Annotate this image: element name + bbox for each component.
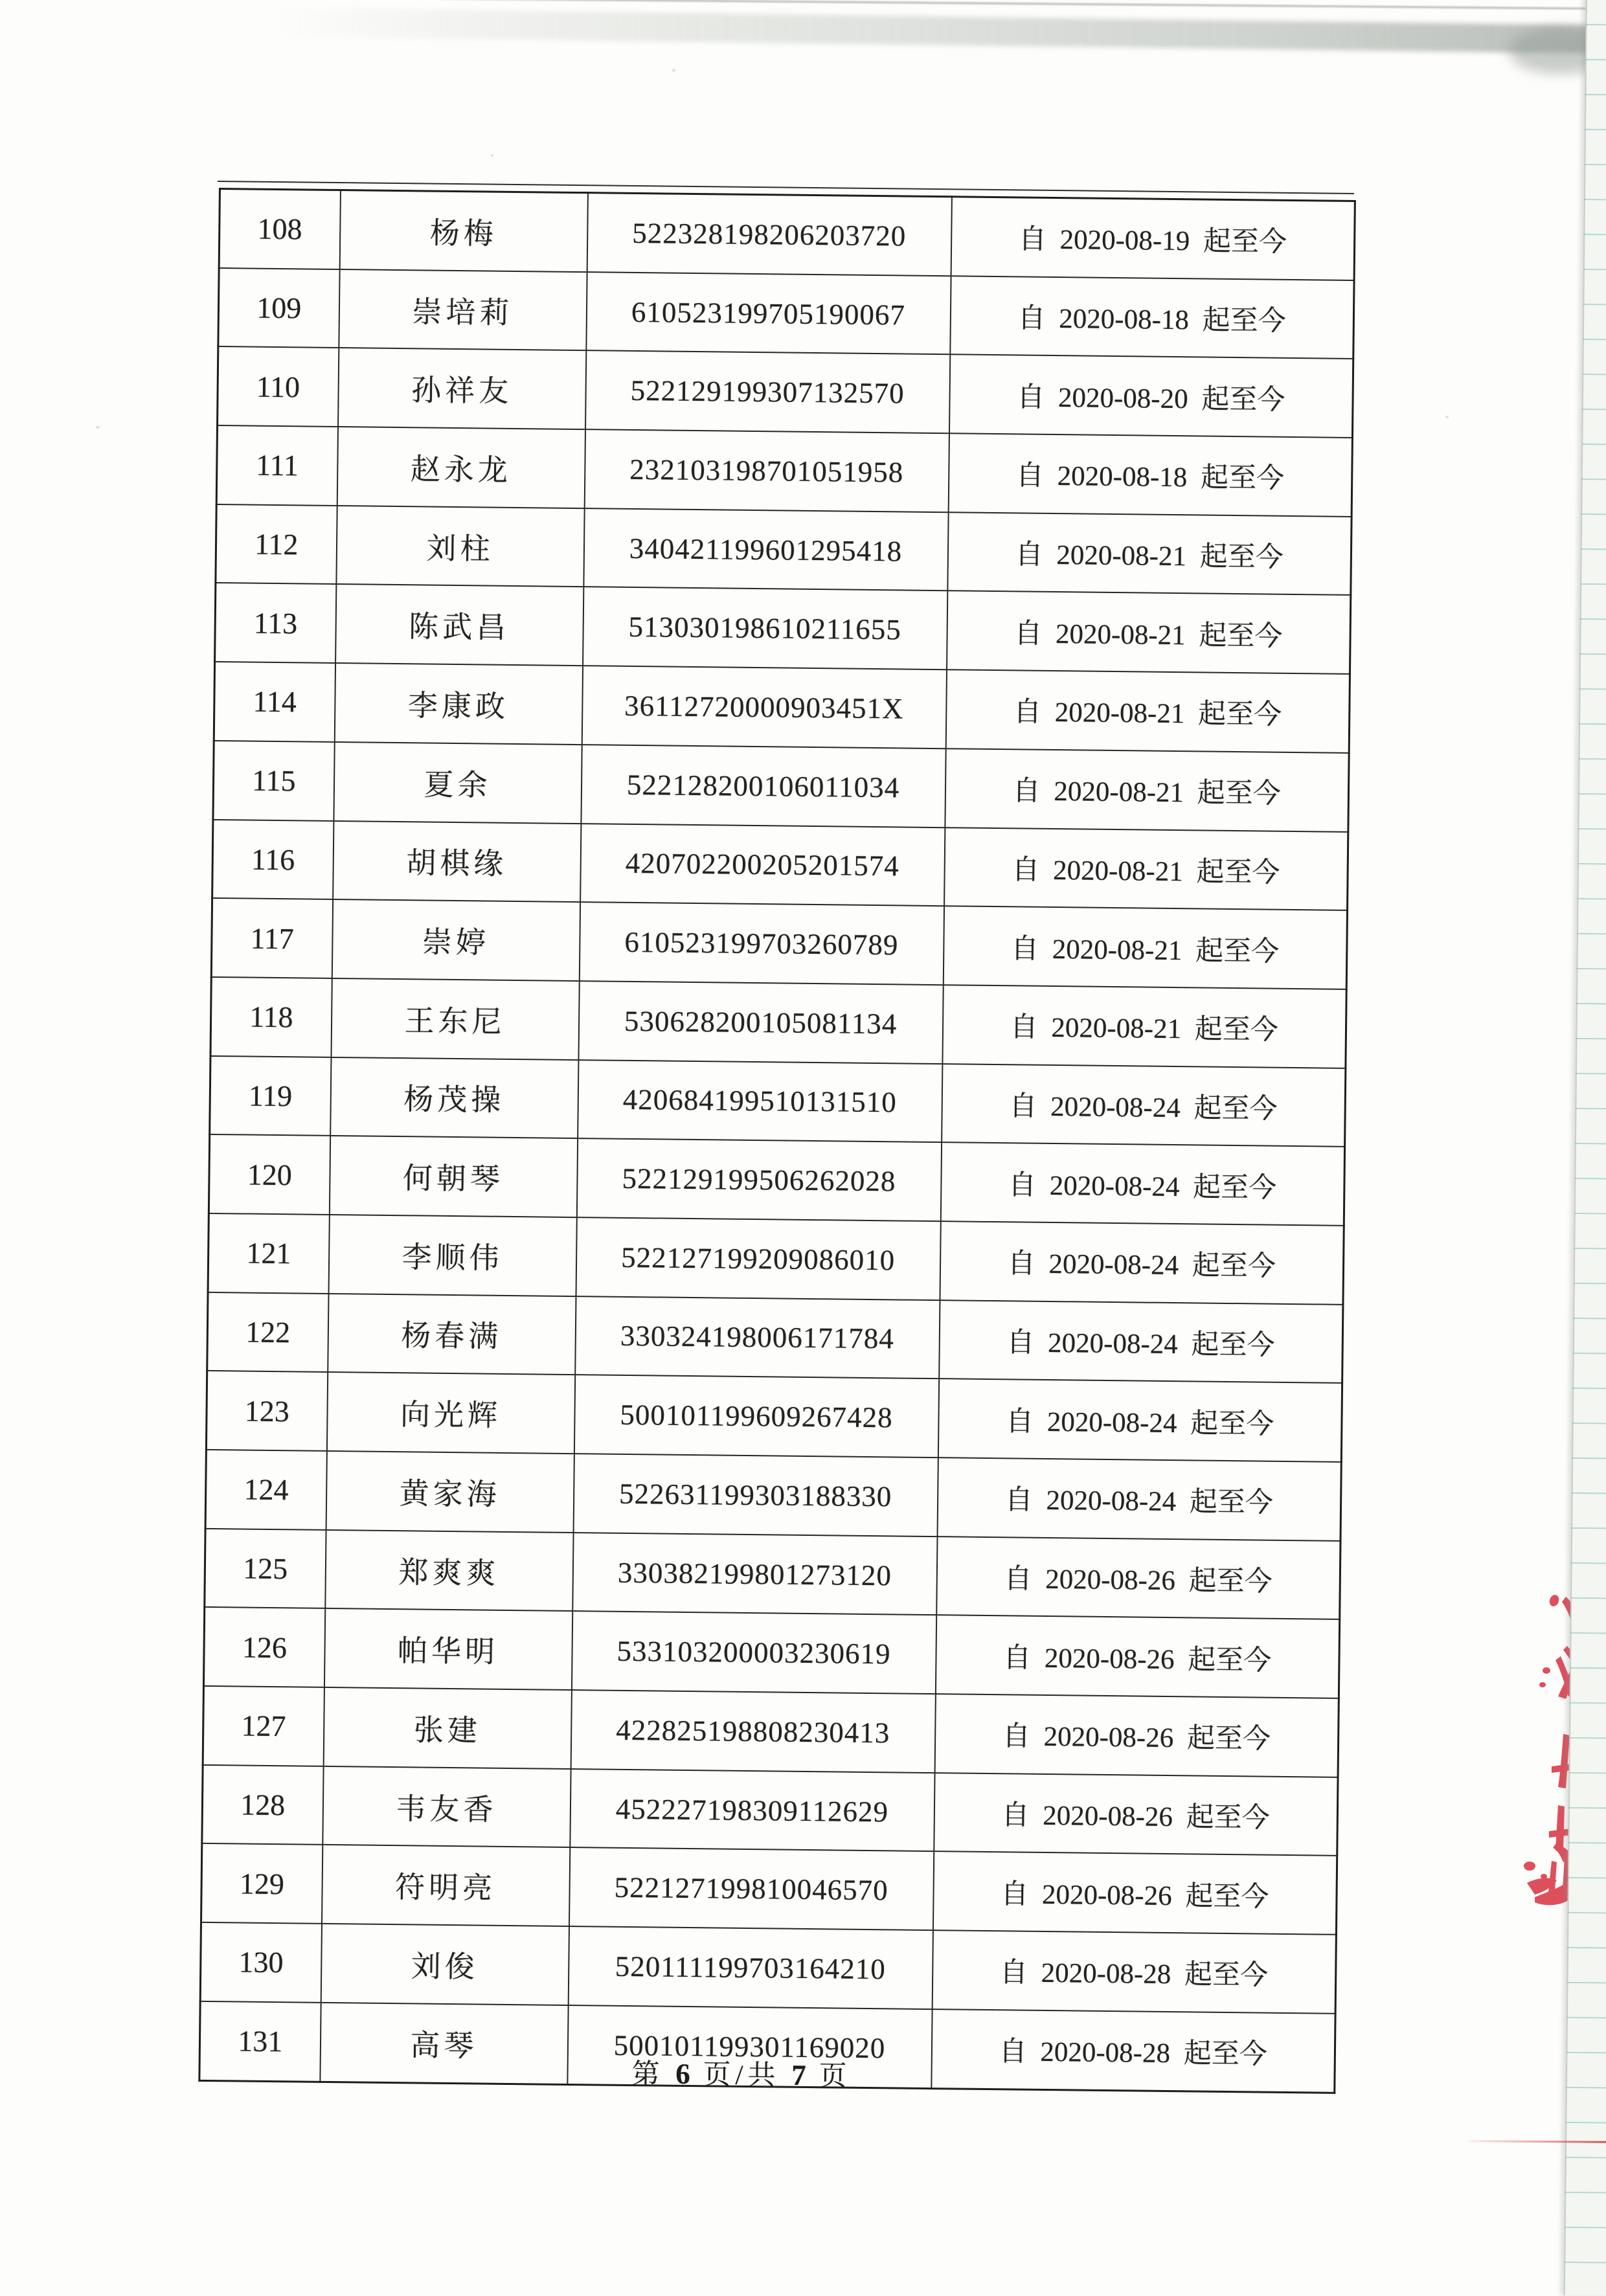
cell-name: 高琴: [320, 2003, 568, 2084]
cell-name: 何朝琴: [329, 1136, 577, 1217]
cell-name: 崇培莉: [339, 269, 587, 351]
footer-prefix: 第: [631, 2059, 664, 2090]
cell-name: 胡棋缘: [333, 820, 581, 902]
cell-id-number: 420684199510131510: [578, 1060, 942, 1143]
cell-serial-number: 109: [218, 268, 339, 348]
scan-edge-shadow: [271, 8, 1605, 54]
cell-id-number: 513030198610211655: [583, 587, 947, 670]
cell-id-number: 522127199209086010: [576, 1217, 940, 1300]
cell-serial-number: 120: [209, 1134, 330, 1215]
cell-id-number: 522129199506262028: [576, 1138, 941, 1221]
cell-name: 郑爽爽: [325, 1530, 573, 1612]
cell-name: 孙祥友: [338, 348, 586, 429]
cell-serial-number: 127: [203, 1686, 324, 1766]
table-row: [214, 662, 1350, 753]
cell-serial-number: 122: [207, 1292, 328, 1373]
cell-serial-number: 124: [205, 1450, 326, 1530]
quarantine-roster-table: [198, 188, 1356, 2093]
cell-id-number: 610523199703260789: [579, 902, 944, 985]
cell-id-number: 533103200003230619: [571, 1611, 936, 1694]
cell-quarantine-period: 自 2020-08-21 起至今: [943, 906, 1347, 989]
table-row: [209, 1134, 1344, 1226]
cell-name: 王东尼: [331, 978, 579, 1060]
table-row: [201, 1843, 1337, 1935]
cell-serial-number: 110: [218, 346, 339, 427]
cell-name: 夏余: [334, 742, 582, 824]
table-row: [203, 1607, 1339, 1698]
cell-name: 李康政: [334, 663, 582, 745]
cell-serial-number: 131: [199, 2001, 321, 2082]
cell-serial-number: 112: [216, 504, 337, 585]
footer-total-pages: 7: [791, 2058, 808, 2092]
table-row: [206, 1371, 1342, 1462]
cell-serial-number: 119: [210, 1056, 331, 1136]
cell-name: 陈武昌: [335, 584, 583, 666]
cell-serial-number: 113: [215, 583, 336, 663]
cell-quarantine-period: 自 2020-08-28 起至今: [931, 2009, 1335, 2093]
table-row: [205, 1529, 1340, 1620]
cell-id-number: 522328198206203720: [587, 193, 951, 276]
cell-id-number: 36112720000903451X: [582, 666, 946, 748]
scan-speck: [96, 426, 100, 429]
cell-name: 符明亮: [321, 1845, 569, 1926]
cell-name: 崇婷: [332, 899, 580, 981]
red-margin-line: [1469, 2140, 1606, 2143]
cell-id-number: 422825198808230413: [571, 1690, 935, 1773]
cell-quarantine-period: 自 2020-08-21 起至今: [942, 985, 1346, 1068]
cell-id-number: 500101199609267428: [574, 1375, 938, 1458]
cell-quarantine-period: 自 2020-08-24 起至今: [937, 1458, 1341, 1540]
cell-quarantine-period: 自 2020-08-19 起至今: [951, 197, 1355, 280]
table-row: [203, 1686, 1339, 1777]
cell-quarantine-period: 自 2020-08-28 起至今: [932, 1930, 1336, 2013]
scan-edge-line: [440, 0, 1587, 10]
cell-quarantine-period: 自 2020-08-26 起至今: [934, 1694, 1339, 1777]
cell-serial-number: 123: [206, 1371, 327, 1451]
cell-serial-number: 117: [211, 898, 332, 978]
table-row: [200, 1922, 1336, 2014]
table-row: [213, 741, 1349, 832]
table-row: [219, 189, 1355, 280]
cell-quarantine-period: 自 2020-08-26 起至今: [933, 1852, 1337, 1935]
cell-serial-number: 126: [203, 1607, 324, 1687]
table-row: [212, 819, 1348, 910]
cell-quarantine-period: 自 2020-08-24 起至今: [940, 1221, 1344, 1304]
cell-name: 杨春满: [328, 1294, 576, 1375]
cell-serial-number: 115: [213, 741, 334, 821]
cell-name: 帕华明: [324, 1608, 572, 1690]
cell-id-number: 500101199301169020: [567, 2005, 932, 2088]
table-row: [210, 1056, 1346, 1147]
cell-quarantine-period: 自 2020-08-26 起至今: [935, 1615, 1339, 1698]
table-row: [208, 1213, 1344, 1305]
cell-id-number: 330324198006171784: [575, 1296, 940, 1379]
scan-speck: [672, 69, 675, 72]
cell-quarantine-period: 自 2020-08-26 起至今: [936, 1536, 1340, 1619]
cell-id-number: 522129199307132570: [585, 351, 949, 434]
cell-name: 韦友香: [322, 1766, 571, 1848]
table-row: [218, 268, 1354, 359]
table-row: [205, 1450, 1341, 1541]
cell-name: 向光辉: [326, 1372, 574, 1454]
cell-name: 赵永龙: [337, 427, 585, 508]
footer-suffix: 页: [819, 2061, 852, 2092]
cell-id-number: 530628200105081134: [578, 981, 943, 1064]
roster-body: [199, 189, 1355, 2093]
cell-id-number: 420702200205201574: [580, 824, 945, 906]
cell-name: 黄家海: [326, 1451, 574, 1533]
cell-id-number: 232103198701051958: [584, 429, 949, 512]
cell-name: 张建: [323, 1687, 571, 1769]
cell-quarantine-period: 自 2020-08-18 起至今: [948, 433, 1352, 516]
cell-id-number: 520111199703164210: [568, 1926, 933, 2009]
cell-serial-number: 114: [214, 662, 335, 742]
table-row: [218, 346, 1353, 438]
cell-id-number: 522127199810046570: [569, 1847, 933, 1930]
cell-serial-number: 108: [219, 189, 340, 269]
table-row: [207, 1292, 1343, 1384]
scan-speck: [491, 154, 493, 157]
cell-id-number: 452227198309112629: [570, 1769, 934, 1852]
cell-serial-number: 118: [210, 977, 332, 1057]
scan-speck: [1445, 416, 1449, 418]
cell-quarantine-period: 自 2020-08-21 起至今: [947, 591, 1351, 674]
table-row: [216, 425, 1352, 517]
table-row: [216, 504, 1352, 596]
cell-name: 杨茂操: [330, 1057, 578, 1139]
cell-quarantine-period: 自 2020-08-24 起至今: [939, 1300, 1343, 1383]
footer-separator: 页/共: [703, 2060, 780, 2091]
underlying-lined-paper: [1564, 0, 1606, 2296]
cell-quarantine-period: 自 2020-08-20 起至今: [949, 355, 1353, 438]
cell-id-number: 330382199801273120: [572, 1533, 937, 1615]
cell-quarantine-period: 自 2020-08-21 起至今: [944, 827, 1348, 910]
cell-name: 刘柱: [336, 506, 584, 587]
table-row: [202, 1765, 1338, 1856]
cell-quarantine-period: 自 2020-08-24 起至今: [940, 1142, 1344, 1225]
cell-quarantine-period: 自 2020-08-21 起至今: [945, 748, 1349, 831]
document-content: [198, 188, 1354, 2093]
cell-quarantine-period: 自 2020-08-21 起至今: [945, 670, 1350, 752]
cell-serial-number: 121: [208, 1213, 329, 1294]
cell-name: 杨梅: [339, 190, 587, 272]
cell-id-number: 522128200106011034: [581, 745, 945, 827]
cell-serial-number: 130: [200, 1922, 321, 2003]
cell-name: 刘俊: [321, 1924, 569, 2005]
cell-id-number: 610523199705190067: [586, 272, 951, 355]
cell-quarantine-period: 自 2020-08-24 起至今: [942, 1064, 1346, 1147]
cell-serial-number: 111: [216, 425, 337, 506]
cell-id-number: 522631199303188330: [573, 1454, 938, 1536]
cell-serial-number: 125: [205, 1529, 326, 1609]
cell-id-number: 340421199601295418: [583, 508, 948, 591]
cell-quarantine-period: 自 2020-08-18 起至今: [950, 276, 1354, 359]
table-row: [211, 898, 1347, 989]
footer-page-number: 6: [675, 2057, 692, 2091]
cell-serial-number: 128: [202, 1765, 323, 1845]
cell-name: 李顺伟: [328, 1215, 576, 1296]
cell-quarantine-period: 自 2020-08-26 起至今: [934, 1773, 1338, 1856]
cell-serial-number: 129: [201, 1843, 322, 1924]
cell-quarantine-period: 自 2020-08-21 起至今: [947, 512, 1352, 595]
cell-quarantine-period: 自 2020-08-24 起至今: [938, 1379, 1342, 1461]
cell-serial-number: 116: [212, 819, 334, 899]
table-row: [210, 977, 1346, 1068]
table-row: [215, 583, 1351, 674]
